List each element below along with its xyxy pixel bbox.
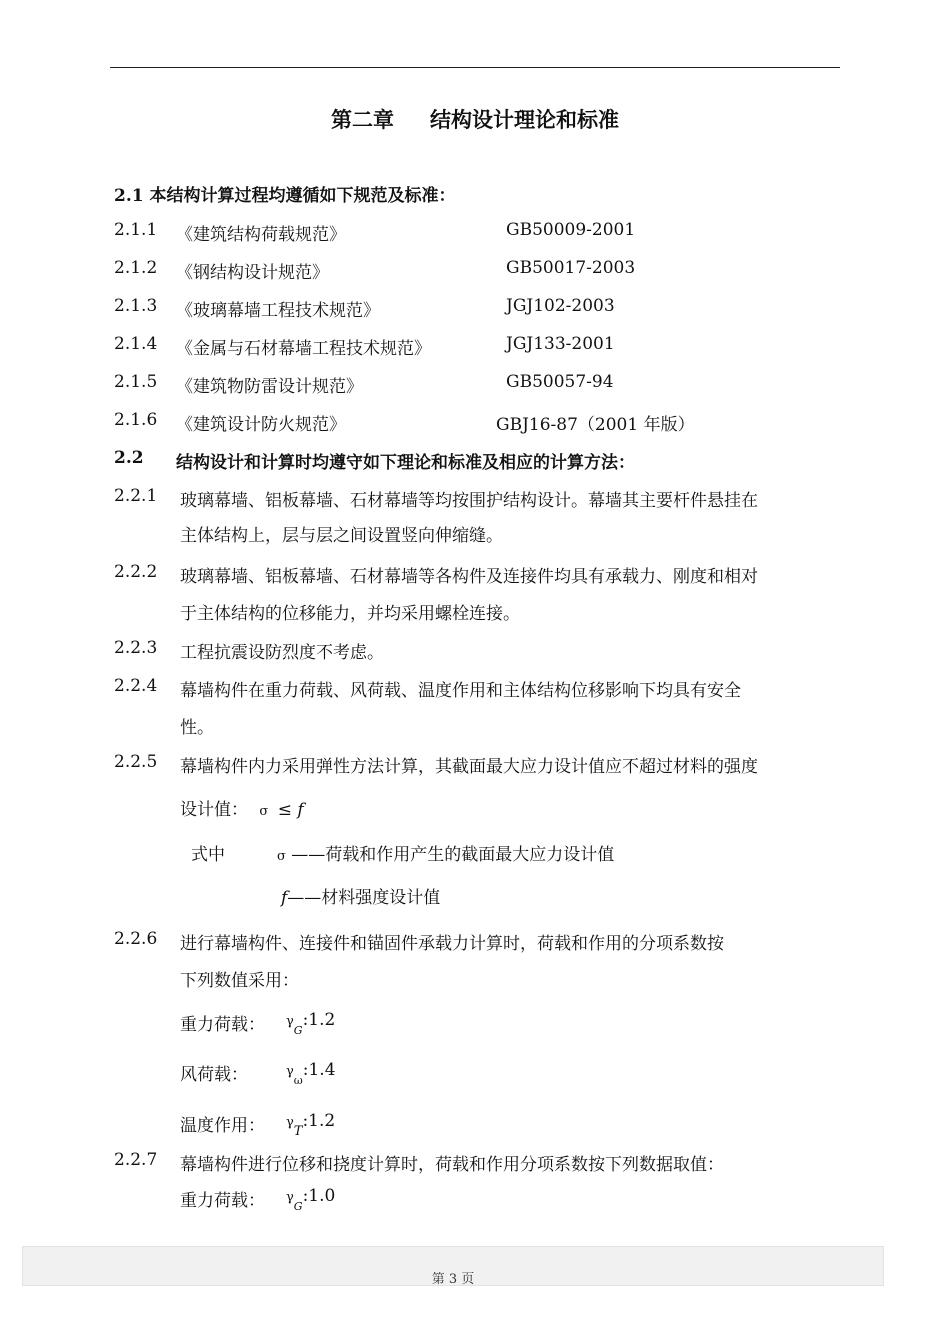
standard-code: GB50017-2003	[506, 258, 636, 278]
gamma-symbol: γ	[286, 1064, 294, 1079]
standard-code: GB50009-2001	[506, 220, 636, 240]
formula-label: 设计值：	[180, 800, 248, 820]
standard-name: 《玻璃幕墙工程技术规范》	[176, 301, 380, 321]
factor-label: 重力荷载：	[180, 1191, 265, 1211]
clause-number: 2.2.5	[114, 752, 158, 772]
clause-text: 幕墙构件进行位移和挠度计算时，荷载和作用分项系数按下列数据取值：	[180, 1155, 724, 1175]
factor-value	[286, 1111, 336, 1139]
header-rule	[110, 67, 840, 68]
clause-text: 玻璃幕墙、铝板幕墙、石材幕墙等均按围护结构设计。幕墙其主要杆件悬挂在	[180, 491, 758, 511]
standard-number: 2.1.6	[114, 410, 158, 430]
gamma-subscript: G	[293, 1024, 303, 1037]
standard-name: 《钢结构设计规范》	[176, 263, 329, 283]
gamma-symbol: γ	[286, 1115, 294, 1130]
clause-number: 2.2.6	[114, 929, 158, 949]
clause-number: 2.2.4	[114, 676, 158, 696]
factor-number: :1.4	[302, 1060, 336, 1080]
clause-text: 进行幕墙构件、连接件和锚固件承载力计算时，荷载和作用的分项系数按	[180, 934, 724, 954]
standard-code: JGJ102-2003	[506, 296, 615, 316]
clause-text: 于主体结构的位移能力，并均采用螺栓连接。	[180, 604, 520, 624]
clause-number: 2.2.2	[114, 562, 158, 582]
clause-number: 2.2.1	[114, 486, 158, 506]
standard-code: GB50057-94	[506, 372, 614, 392]
clause-number: 2.2.7	[114, 1150, 158, 1170]
factor-value	[286, 1060, 336, 1087]
where-sigma-line	[277, 840, 614, 865]
clause-text: 幕墙构件内力采用弹性方法计算，其截面最大应力设计值应不超过材料的强度	[180, 757, 758, 777]
standard-number: 2.1.1	[114, 220, 158, 240]
less-equal-symbol: ≤	[277, 800, 292, 820]
sigma-symbol: σ	[259, 804, 269, 819]
clause-text: 下列数值采用：	[180, 971, 299, 991]
page-number: 第 3 页	[431, 1272, 475, 1287]
standard-name: 《金属与石材幕墙工程技术规范》	[176, 339, 431, 359]
chapter-heading	[0, 104, 950, 134]
clause-text: 主体结构上，层与层之间设置竖向伸缩缝。	[180, 526, 503, 546]
gamma-subscript: ω	[293, 1074, 303, 1087]
f-symbol: f	[297, 800, 304, 820]
factor-number: :1.0	[302, 1186, 336, 1206]
where-f-desc: ——材料强度设计值	[287, 888, 441, 908]
clause-text: 工程抗震设防烈度不考虑。	[180, 643, 384, 663]
where-label: 式中	[191, 845, 225, 865]
sigma-symbol: σ	[277, 849, 286, 864]
factor-number: :1.2	[302, 1111, 336, 1131]
factor-value	[286, 1186, 336, 1213]
clause-number: 2.2.3	[114, 638, 158, 658]
section-2-2-title: 结构设计和计算时均遵守如下理论和标准及相应的计算方法：	[176, 453, 635, 473]
where-f-line	[281, 883, 440, 908]
section-2-2-number: 2.2	[114, 448, 144, 468]
where-sigma-desc: ——荷载和作用产生的截面最大应力设计值	[291, 845, 615, 865]
factor-label: 温度作用：	[180, 1116, 265, 1136]
gamma-symbol: γ	[286, 1190, 294, 1205]
section-2-1-number: 2.1	[114, 186, 144, 206]
clause-text: 性。	[180, 718, 214, 738]
factor-number: :1.2	[302, 1010, 336, 1030]
gamma-subscript: T	[293, 1124, 303, 1139]
gamma-subscript: G	[293, 1200, 303, 1213]
page-footer	[22, 1246, 884, 1286]
factor-label: 重力荷载：	[180, 1015, 265, 1035]
standard-name: 《建筑物防雷设计规范》	[176, 377, 363, 397]
standard-number: 2.1.5	[114, 372, 158, 392]
standard-code: JGJ133-2001	[506, 334, 615, 354]
chapter-title: 结构设计理论和标准	[430, 107, 619, 132]
clause-text: 幕墙构件在重力荷载、风荷载、温度作用和主体结构位移影响下均具有安全	[180, 681, 741, 701]
standard-code: GBJ16-87（2001 年版）	[496, 415, 695, 435]
factor-label: 风荷载：	[180, 1065, 248, 1085]
standard-name: 《建筑结构荷载规范》	[176, 225, 346, 245]
section-2-1-title: 本结构计算过程均遵循如下规范及标准：	[149, 186, 456, 206]
standard-number: 2.1.2	[114, 258, 158, 278]
formula-line	[180, 795, 304, 820]
section-2-1-heading	[114, 181, 456, 206]
chapter-number: 第二章	[331, 107, 394, 132]
gamma-symbol: γ	[286, 1014, 294, 1029]
standard-number: 2.1.3	[114, 296, 158, 316]
standard-number: 2.1.4	[114, 334, 158, 354]
f-symbol: f	[281, 888, 288, 908]
clause-text: 玻璃幕墙、铝板幕墙、石材幕墙等各构件及连接件均具有承载力、刚度和相对	[180, 567, 758, 587]
standard-name: 《建筑设计防火规范》	[176, 415, 346, 435]
factor-value	[286, 1010, 336, 1037]
